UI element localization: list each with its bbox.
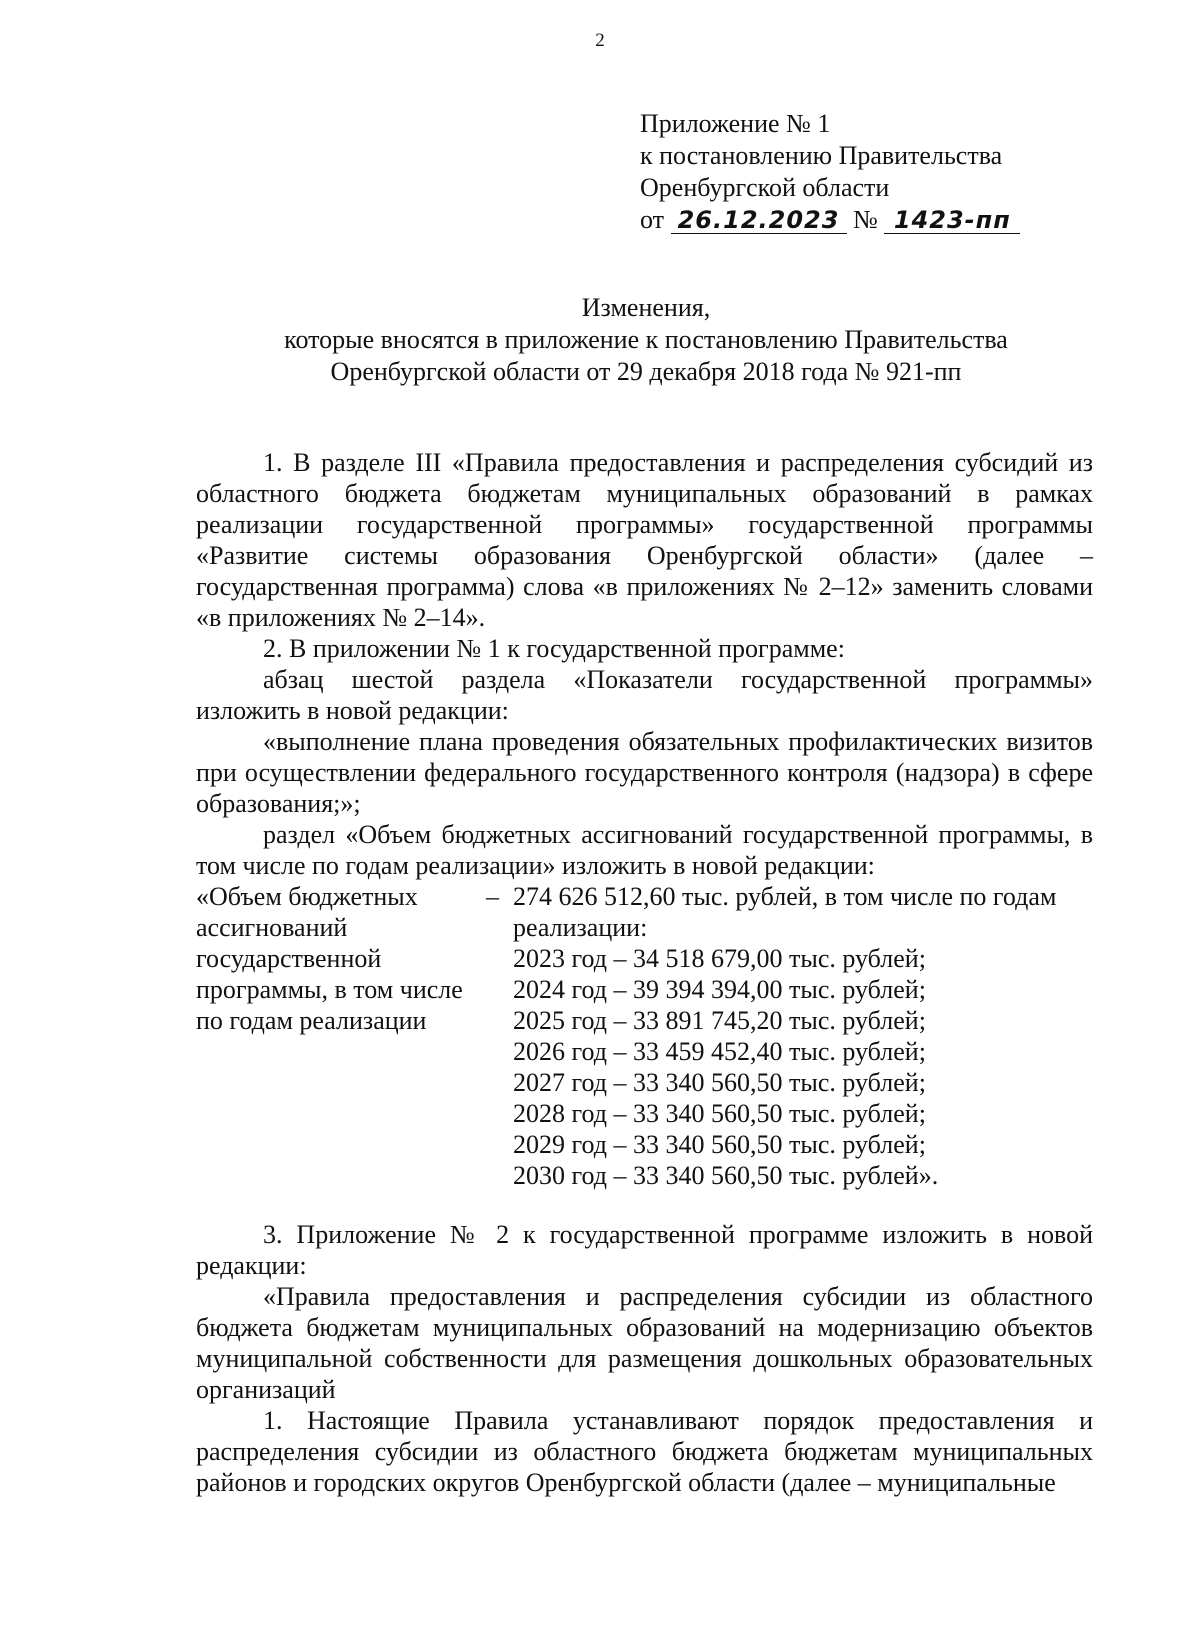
paragraph-5: раздел «Объем бюджетных ассигнований государственной программы, в том числе по годам реализации» изложить в новой редакции:: [196, 820, 1093, 880]
budget-year-row: 2030 год – 33 340 560,50 тыс. рублей».: [513, 1161, 939, 1190]
budget-volume-table: [196, 881, 1093, 1191]
budget-year-row: 2029 год – 33 340 560,50 тыс. рублей;: [513, 1130, 926, 1159]
approval-line-2: к постановлению Правительства: [640, 141, 1003, 170]
budget-year-row: 2027 год – 33 340 560,50 тыс. рублей;: [513, 1068, 926, 1097]
approval-from-label: от: [640, 205, 665, 234]
budget-label-line: программы, в том числе: [196, 975, 463, 1004]
budget-label-line: по годам реализации: [196, 1006, 427, 1035]
title-line-2: которые вносятся в приложение к постановлению Правительства: [284, 325, 1008, 354]
approval-line-3: Оренбургской области: [640, 173, 890, 202]
handwritten-date: 26.12.2023: [671, 207, 847, 234]
budget-year-row: 2024 год – 39 394 394,00 тыс. рублей;: [513, 975, 926, 1004]
budget-dash: –: [486, 882, 499, 911]
document-title: [0, 292, 1200, 388]
paragraph-8: 1. Настоящие Правила устанавливают порядок предоставления и распределения субсидии из областного бюджета бюджетам муниципальных районов и городских округов Оренбургской области (далее – муниципальные: [196, 1406, 1093, 1497]
budget-volume-values: [513, 881, 1093, 1191]
handwritten-number: 1423-пп: [884, 207, 1020, 234]
title-line-3: Оренбургской области от 29 декабря 2018 года № 921-пп: [330, 357, 962, 386]
budget-year-row: 2026 год – 33 459 452,40 тыс. рублей;: [513, 1037, 926, 1066]
paragraph-3: абзац шестой раздела «Показатели государственной программы» изложить в новой редакции:: [196, 665, 1093, 725]
budget-label-line: «Объем бюджетных: [196, 882, 418, 911]
approval-number-label: №: [853, 205, 878, 234]
budget-total: 274 626 512,60 тыс. рублей, в том числе по годам: [513, 882, 1057, 911]
budget-year-row: 2023 год – 34 518 679,00 тыс. рублей;: [513, 944, 926, 973]
budget-year-row: 2028 год – 33 340 560,50 тыс. рублей;: [513, 1099, 926, 1128]
approval-stamp-block: [640, 108, 1160, 236]
budget-label-line: ассигнований: [196, 913, 348, 942]
budget-year-row: 2025 год – 33 891 745,20 тыс. рублей;: [513, 1006, 926, 1035]
paragraph-4: «выполнение плана проведения обязательных профилактических визитов при осуществлении федерального государственного контроля (надзора) в сфере образования;»;: [196, 727, 1093, 818]
paragraph-2: 2. В приложении № 1 к государственной программе:: [263, 634, 845, 663]
page-number: 2: [595, 30, 605, 51]
paragraph-1: 1. В разделе III «Правила предоставления и распределения субсидий из областного бюджета бюджетам муниципальных образований в рамках реализации государственной программы» государственной программы «Развитие системы образования Оренбургской области» (далее – государственная программа) слова «в приложениях № 2–12» заменить словами «в приложениях № 2–14».: [196, 448, 1093, 632]
paragraph-6: 3. Приложение № 2 к государственной программе изложить в новой редакции:: [196, 1220, 1093, 1280]
budget-total-cont: реализации:: [513, 913, 648, 942]
approval-line-1: Приложение № 1: [640, 109, 831, 138]
document-body: [196, 447, 1093, 1498]
budget-volume-label: [196, 881, 486, 1191]
budget-label-line: государственной: [196, 944, 382, 973]
paragraph-7: «Правила предоставления и распределения субсидии из областного бюджета бюджетам муниципальных образований на модернизацию объектов муниципальной собственности для размещения дошкольных образовательных организаций: [196, 1282, 1093, 1404]
approval-line-4: [640, 204, 1160, 236]
title-line-1: Изменения,: [581, 293, 711, 322]
